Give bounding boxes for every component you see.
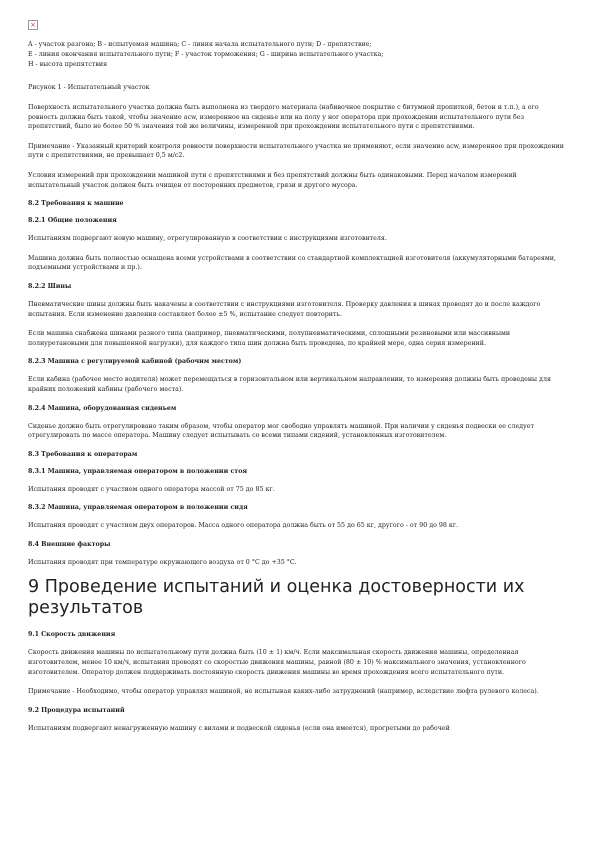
section-heading-8-2-4: 8.2.4 Машина, оборудованная сиденьем [28,404,177,412]
broken-image-icon: × [28,20,38,30]
section-heading-8-2-2: 8.2.2 Шины [28,282,72,290]
paragraph-8-2-4: Сиденье должно быть отрегулировано таким образом, чтобы оператор мог свободно управлять машиной. При наличии у сиденья подвески ее следует отрегулировать по массе оператора. Машину следует испытывать со всеми типами сидений, установленных изготовителем. [28,422,534,440]
paragraph-surface: Поверхность испытательного участка должна быть выполнена из твердого материала (набивочное покрытие с битумной пропиткой, бетон и т.п.), а его ровность должна быть такой, чтобы значение aсw, измеренное на сиденье или на полу у ног оператора при прохождении испытательного пути без препятствий, было не более 50 % значения той же величины, измеренной при прохождении испытательного пути с препятствиями. [28,104,539,131]
section-heading-8-3-2: 8.3.2 Машина, управляемая оператором в положении сидя [28,504,248,512]
section-heading-9-1: 9.1 Скорость движения [28,631,116,639]
paragraph-9-2: Испытаниям подвергают ненагруженную машину с вилами и подвеской сиденья (если она имеется), прогретыми до рабочей [28,724,450,732]
section-heading-8-3-1: 8.3.1 Машина, управляемая оператором в положении стоя [28,467,248,475]
paragraph-conditions: Условия измерений при прохождении машиной пути с препятствиями и без препятствий должны быть одинаковыми. Перед началом измерений испытательный участок должен быть очищен от посторонних предметов, грязи и другого мусора. [28,171,517,189]
section-heading-8-3: 8.3 Требования к операторам [28,450,138,458]
legend-line-2: E - линия окончания испытательного пути; F - участок торможения; G - ширина испытательного участка; [28,51,384,58]
figure-legend [28,40,568,70]
section-heading-8-2-1: 8.2.1 Общие положения [28,217,117,225]
figure-caption: Рисунок 1 - Испытательный участок [28,84,150,91]
paragraph-8-2-2b: Если машина снабжена шинами разного типа (например, пневматическими, полупневматическими, сплошными резиновыми или массивными полиуретановыми для повышенной нагрузки), для каждого типа шин должна быть проведена, по крайней мере, одна серия измерений. [28,330,511,347]
chapter-heading-9: 9 Проведение испытаний и оценка достоверности их результатов [28,577,525,619]
paragraph-8-2-2a: Пневматические шины должны быть накачены в соответствии с инструкциями изготовителя. Проверку давления в шинах проводят до и после каждого испытания. Если изменение давления составляет более ±5 %, испытание следует повторить. [28,300,541,318]
paragraph-note: Примечание - Указанный критерий контроля ровности поверхности испытательного участка не применяют, если значение aсw, измеренное при прохождении пути с препятствиями, не превышает 0,5 м/с2. [28,142,564,160]
paragraph-8-3-1: Испытания проводят с участием одного оператора массой от 75 до 85 кг. [28,485,275,493]
section-heading-8-4: 8.4 Внешние факторы [28,540,111,548]
paragraph-8-2-1a: Испытаниям подвергают новую машину, отрегулированную в соответствии с инструкциями изготовителя. [28,235,387,243]
section-heading-9-2: 9.2 Процедура испытаний [28,706,125,714]
paragraph-8-2-1b: Машина должна быть полностью оснащена всеми устройствами в соответствии со стандартной комплектацией изготовителя (аккумуляторными батареями, подъемными устройствами и пр.). [28,254,556,272]
document-body [28,40,568,743]
section-heading-8-2: 8.2 Требования к машине [28,200,124,208]
paragraph-8-4: Испытания проводят при температуре окружающего воздуха от 0 °C до +35 °C. [28,558,297,566]
legend-line-3: H - высота препятствия [28,61,108,68]
paragraph-8-2-3: Если кабина (рабочее место водителя) может перемещаться в горизонтальном или вертикальном направлении, то измерения должны быть проведены для крайних положений кабины (рабочего места). [28,376,551,393]
paragraph-9-1-note: Примечание - Необходимо, чтобы оператор управлял машиной, не испытывая каких-либо затруднений (например, вследствие люфта рулевого колеса). [28,688,539,696]
section-heading-8-2-3: 8.2.3 Машина с регулируемой кабиной (рабочим местом) [28,358,242,366]
paragraph-9-1: Скорость движения машины по испытательному пути должна быть (10 ± 1) км/ч. Если максимальная скорость движения машины, определенная изготовителем, менее 10 км/ч, испытания проводят со скоростью движения машины, равной (80 ± 10) % максимального значения, установленного изготовителем. Оператор должен поддерживать постоянную скорость движения машины во время прохождения всего испытательного пути. [28,649,526,676]
paragraph-8-3-2: Испытания проводят с участием двух операторов. Масса одного оператора должна быть от 55 до 65 кг, другого - от 90 до 98 кг. [28,522,459,530]
legend-line-1: A - участок разгона; B - испытуемая машина; C - линия начала испытательного пути; D - препятствие; [28,41,372,48]
